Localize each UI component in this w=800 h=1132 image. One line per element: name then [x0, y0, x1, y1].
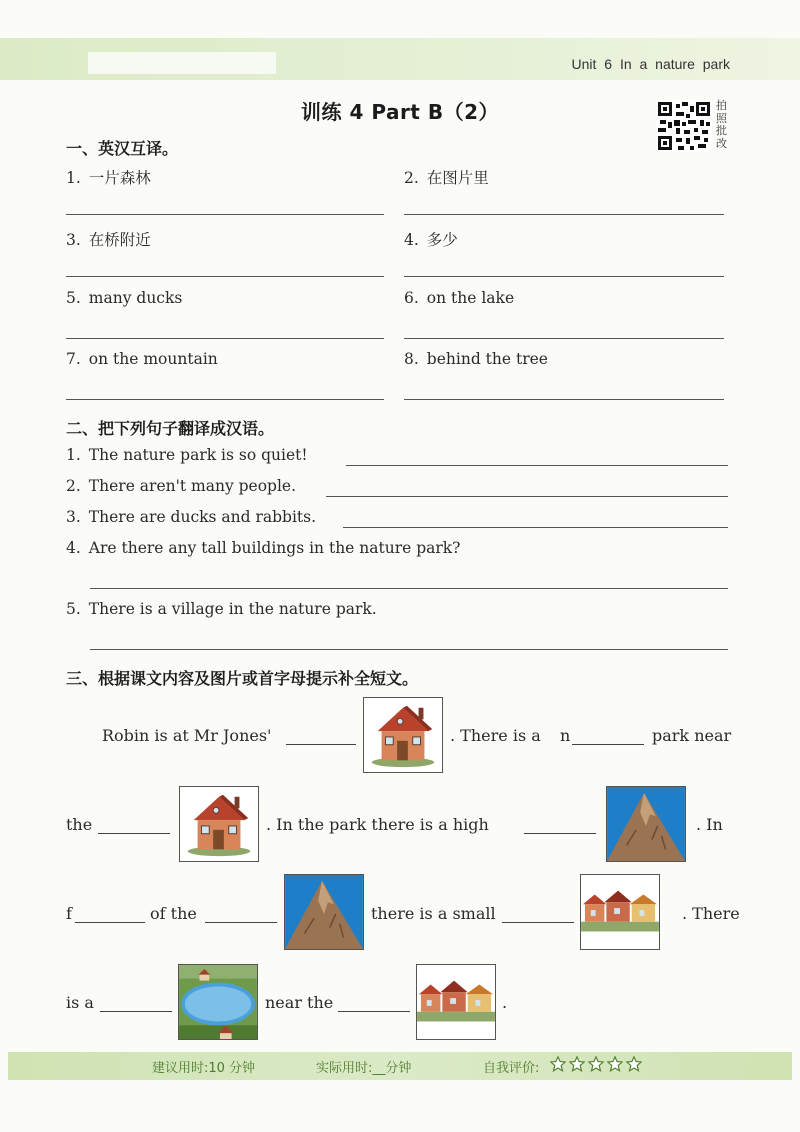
mountain-picture-1 [606, 786, 686, 862]
s1-answer-line-2[interactable] [404, 214, 724, 215]
s1-answer-line-7[interactable] [66, 399, 384, 400]
rating-star-icon[interactable] [550, 1056, 566, 1072]
s2-item-4: 4. Are there any tall buildings in the nature park? [66, 539, 461, 557]
s2-answer-line-3[interactable] [343, 527, 728, 528]
s3-line2-text-b: . In the park there is a high [266, 815, 489, 834]
qr-code-icon[interactable] [656, 100, 712, 152]
house-icon [364, 698, 442, 772]
mountain-picture-2 [284, 874, 364, 950]
s1-item-6: 6. on the lake [404, 289, 515, 307]
rating-star-icon[interactable] [607, 1056, 623, 1072]
lake-picture [178, 964, 258, 1040]
s1-answer-line-1[interactable] [66, 214, 384, 215]
s2-item-2: 2. There aren't many people. [66, 477, 297, 495]
village-icon [581, 875, 659, 949]
s3-blank-2[interactable] [572, 744, 644, 745]
s2-answer-line-1[interactable] [346, 465, 728, 466]
qr-label: 拍 照 批 改 [716, 99, 727, 150]
house-picture-2 [179, 786, 259, 862]
s1-item-2: 2. 在图片里 [404, 169, 489, 187]
village-picture-2 [416, 964, 496, 1040]
s2-answer-line-5[interactable] [90, 649, 728, 650]
s2-answer-line-2[interactable] [326, 496, 728, 497]
s1-item-8: 8. behind the tree [404, 350, 548, 368]
unit-topic: In a nature park [619, 56, 730, 72]
s1-answer-line-5[interactable] [66, 338, 384, 339]
s3-line3-text-c: there is a small [371, 904, 496, 923]
s2-item-1: 1. The nature park is so quiet! [66, 446, 308, 464]
s1-answer-line-3[interactable] [66, 276, 384, 277]
s3-blank-5[interactable] [75, 922, 145, 923]
s3-blank-6[interactable] [205, 922, 277, 923]
s3-blank-7[interactable] [502, 922, 574, 923]
s3-line2-text-c: . In [696, 815, 723, 834]
page-title: 训练 4 Part B（2） [300, 100, 499, 124]
s1-item-5: 5. many ducks [66, 289, 183, 307]
s3-blank-1[interactable] [286, 744, 356, 745]
s3-line1-text-b: . There is a [450, 726, 541, 745]
s3-blank-3[interactable] [98, 833, 170, 834]
house-picture-1 [363, 697, 443, 773]
s3-blank-9[interactable] [338, 1011, 410, 1012]
village-icon [417, 965, 495, 1039]
s3-line1-text-a: Robin is at Mr Jones' [102, 726, 272, 745]
rating-star-icon[interactable] [569, 1056, 585, 1072]
s3-line3-text-b: of the [150, 904, 197, 923]
s1-answer-line-6[interactable] [404, 338, 724, 339]
mountain-icon [607, 787, 685, 861]
s3-line2-text-a: the [66, 815, 93, 834]
s1-item-4: 4. 多少 [404, 231, 458, 249]
s1-answer-line-8[interactable] [404, 399, 724, 400]
s1-item-7: 7. on the mountain [66, 350, 218, 368]
s1-item-3: 3. 在桥附近 [66, 231, 151, 249]
rating-star-icon[interactable] [588, 1056, 604, 1072]
unit-header [571, 56, 730, 72]
self-rating-label: 自我评价: [483, 1061, 540, 1076]
s2-item-5: 5. There is a village in the nature park. [66, 600, 377, 618]
s1-item-1: 1. 一片森林 [66, 169, 151, 187]
s3-line1-hint-n: n [560, 726, 571, 745]
header-blank-area [88, 52, 276, 74]
s3-line3-hint-f: f [66, 904, 72, 923]
s3-line1-text-d: park near [652, 726, 732, 745]
s1-answer-line-4[interactable] [404, 276, 724, 277]
section1-heading: 一、英汉互译。 [66, 139, 179, 158]
s3-line4-text-b: near the [265, 993, 334, 1012]
s3-line4-text-a: is a [66, 993, 94, 1012]
s3-blank-4[interactable] [524, 833, 596, 834]
actual-time: 实际用时:__分钟 [316, 1061, 412, 1076]
unit-number: Unit 6 [571, 56, 613, 72]
s3-blank-8[interactable] [100, 1011, 172, 1012]
mountain-icon [285, 875, 363, 949]
village-picture-1 [580, 874, 660, 950]
rating-star-icon[interactable] [626, 1056, 642, 1072]
s2-answer-line-4[interactable] [90, 588, 728, 589]
house-icon [180, 787, 258, 861]
suggested-time: 建议用时:10 分钟 [152, 1061, 256, 1076]
s3-line3-text-d: . There [682, 904, 740, 923]
lake-icon [179, 965, 257, 1039]
section3-heading: 三、根据课文内容及图片或首字母提示补全短文。 [66, 669, 419, 688]
s2-item-3: 3. There are ducks and rabbits. [66, 508, 317, 526]
section2-heading: 二、把下列句子翻译成汉语。 [66, 419, 275, 438]
s3-line4-text-c: . [502, 993, 508, 1012]
